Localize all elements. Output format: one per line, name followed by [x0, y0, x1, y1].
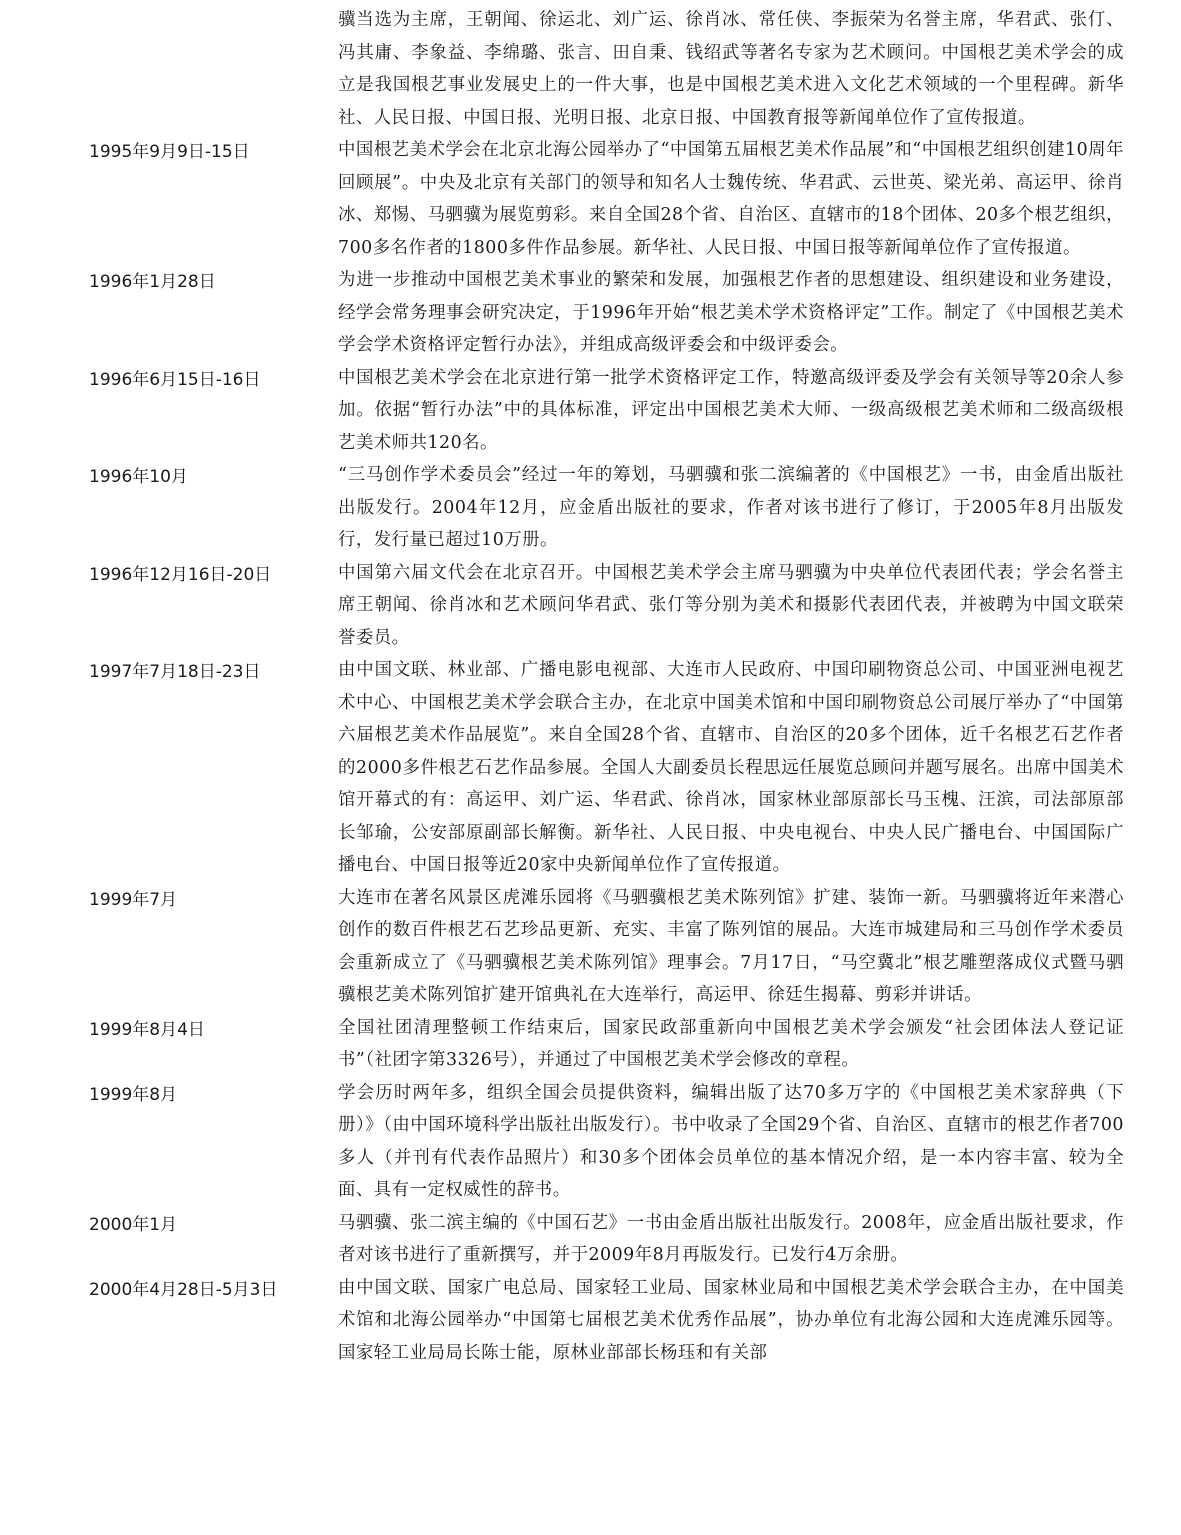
chronology-entry: [89, 882, 1129, 1012]
entry-text: 由中国文联、林业部、广播电影电视部、大连市人民政府、中国印刷物资总公司、中国亚洲电视艺术中心、中国根艺美术学会联合主办，在北京中国美术馆和中国印刷物资总公司展厅举办了“中国第六届根艺美术作品展览”。来自全国28个省、直辖市、自治区的20多个团体，近千名根艺石艺作者的2000多件根艺石艺作品参展。全国人大副委员长程思远任展览总顾问并题写展名。出席中国美术馆开幕式的有：高运甲、刘广运、华君武、徐肖冰，国家林业部原部长马玉槐、汪滨，司法部原部长邹瑜，公安部原副部长解衡。新华社、人民日报、中央电视台、中央人民广播电台、中国国际广播电台、中国日报等近20家中央新闻单位作了宣传报道。: [338, 660, 1124, 875]
entry-text: 学会历时两年多，组织全国会员提供资料，编辑出版了达70多万字的《中国根艺美术家辞典（下册）》（由中国环境科学出版社出版发行）。书中收录了全国29个省、自治区、直辖市的根艺作者700多人（并刊有代表作品照片）和30多个团体会员单位的基本情况介绍，是一本内容丰富、较为全面、具有一定权威性的辞书。: [338, 1082, 1124, 1200]
chronology-entry: [89, 264, 1129, 362]
entry-date: 1999年8月4日: [89, 1019, 205, 1040]
chronology-entry: [89, 459, 1129, 557]
entry-text: 马驷骥、张二滨主编的《中国石艺》一书由金盾出版社出版发行。2008年，应金盾出版社要求，作者对该书进行了重新撰写，并于2009年8月再版发行。已发行4万余册。: [338, 1212, 1124, 1265]
entry-date: 2000年1月: [89, 1214, 178, 1235]
entry-text: 全国社团清理整顿工作结束后，国家民政部重新向中国根艺美术学会颁发“社会团体法人登记证书”（社团字第3326号），并通过了中国根艺美术学会修改的章程。: [338, 1017, 1124, 1070]
entry-text: 中国第六届文代会在北京召开。中国根艺美术学会主席马驷骥为中央单位代表团代表；学会名誉主席王朝闻、徐肖冰和艺术顾问华君武、张仃等分别为美术和摄影代表团代表，并被聘为中国文联荣誉委员。: [338, 562, 1124, 648]
entry-date: 1996年1月28日: [89, 272, 216, 292]
entry-text: 由中国文联、国家广电总局、国家轻工业局、国家林业局和中国根艺美术学会联合主办，在中国美术馆和北海公园举办“中国第七届根艺美术优秀作品展”，协办单位有北海公园和大连虎滩乐园等。国家轻工业局局长陈士能，原林业部部长杨珏和有关部: [338, 1277, 1124, 1363]
entry-date: [89, 4, 338, 6]
entry-text: 中国根艺美术学会在北京北海公园举办了“中国第五届根艺美术作品展”和“中国根艺组织创建10周年回顾展”。中央及北京有关部门的领导和知名人士魏传统、华君武、云世英、梁光弟、高运甲、徐肖冰、郑惕、马驷骥为展览剪彩。来自全国28个省、自治区、直辖市的18个团体、20多个根艺组织，700多名作者的1800多件作品参展。新华社、人民日报、中国日报等新闻单位作了宣传报道。: [338, 140, 1124, 258]
entry-date: 1999年8月: [89, 1084, 178, 1105]
entry-date: 1996年12月16日-20日: [89, 564, 272, 585]
entry-date: 1997年7月18日-23日: [89, 662, 261, 682]
chronology-entry: [89, 1272, 1129, 1370]
entry-text: 骥当选为主席，王朝闻、徐运北、刘广运、徐肖冰、常任侠、李振荣为名誉主席，华君武、张仃、冯其庸、李象益、李绵璐、张言、田自秉、钱绍武等著名专家为艺术顾问。中国根艺美术学会的成立是我国根艺事业发展史上的一件大事，也是中国根艺美术进入文化艺术领域的一个里程碑。新华社、人民日报、中国日报、光明日报、北京日报、中国教育报等新闻单位作了宣传报道。: [338, 10, 1124, 128]
chronology-entry-continued: [89, 4, 1129, 134]
entry-date: 1995年9月9日-15日: [89, 142, 250, 162]
entry-text: 大连市在著名风景区虎滩乐园将《马驷骥根艺美术陈列馆》扩建、装饰一新。马驷骥将近年来潜心创作的数百件根艺石艺珍品更新、充实、丰富了陈列馆的展品。大连市城建局和三马创作学术委员会重新成立了《马驷骥根艺美术陈列馆》理事会。7月17日，“马空冀北”根艺雕塑落成仪式暨马驷骥根艺美术陈列馆扩建开馆典礼在大连举行，高运甲、徐廷生揭幕、剪彩并讲话。: [338, 887, 1124, 1005]
chronology-entry: [89, 1207, 1129, 1272]
entry-date: 1996年10月: [89, 467, 188, 487]
chronology: [89, 4, 1129, 1369]
chronology-entry: [89, 1077, 1129, 1207]
chronology-entry: [89, 557, 1129, 655]
entry-date: 1996年6月15日-16日: [89, 369, 261, 390]
entry-date: 1999年7月: [89, 889, 178, 910]
entry-date: 2000年4月28日-5月3日: [89, 1279, 278, 1300]
entry-text: “三马创作学术委员会”经过一年的筹划，马驷骥和张二滨编著的《中国根艺》一书，由金盾出版社出版发行。2004年12月，应金盾出版社的要求，作者对该书进行了修订，于2005年8月出版发行，发行量已超过10万册。: [338, 465, 1124, 550]
chronology-entry: [89, 654, 1129, 882]
entry-text: 为进一步推动中国根艺美术事业的繁荣和发展，加强根艺作者的思想建设、组织建设和业务建设，经学会常务理事会研究决定，于1996年开始“根艺美术学术资格评定”工作。制定了《中国根艺美术学会学术资格评定暂行办法》，并组成高级评委会和中级评委会。: [338, 270, 1124, 355]
chronology-entry: [89, 1012, 1129, 1077]
entry-text: 中国根艺美术学会在北京进行第一批学术资格评定工作，特邀高级评委及学会有关领导等20余人参加。依据“暂行办法”中的具体标准，评定出中国根艺美术大师、一级高级根艺美术师和二级高级根艺美术师共120名。: [338, 367, 1124, 453]
chronology-entry: [89, 362, 1129, 460]
chronology-entry: [89, 134, 1129, 264]
